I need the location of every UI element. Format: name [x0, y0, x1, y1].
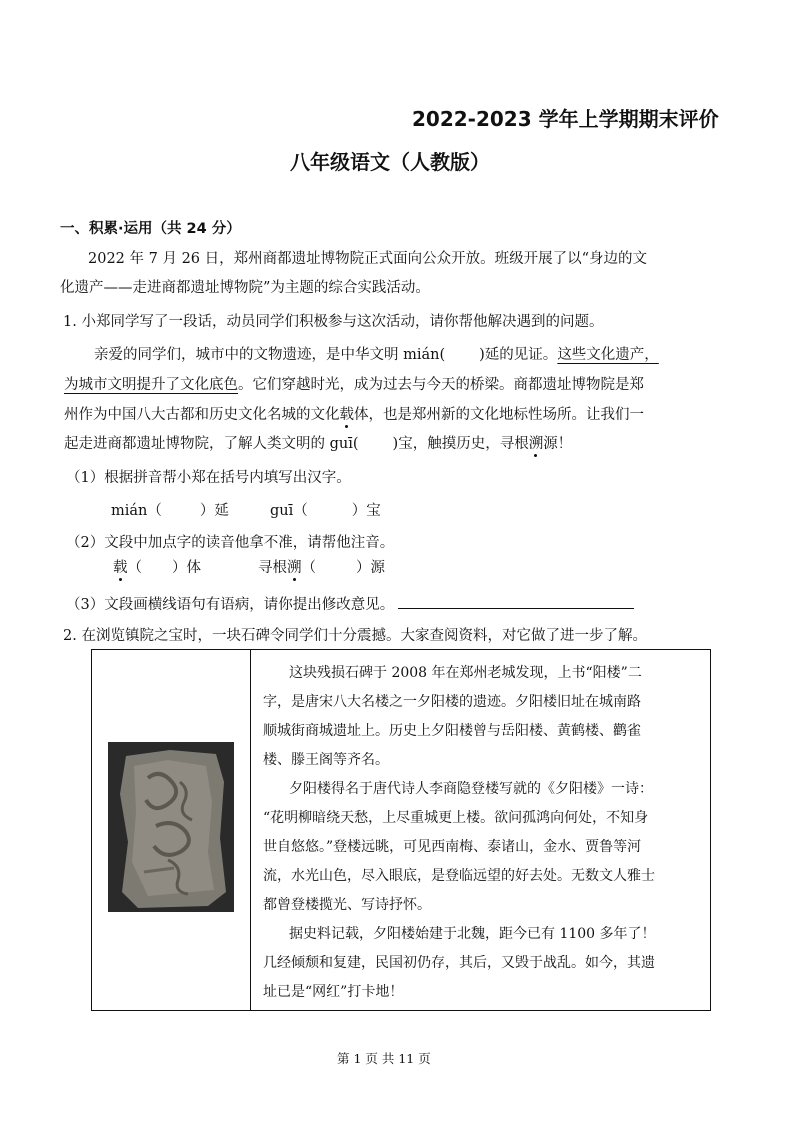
exam-title: 2022-2023 学年上学期期末评价 — [412, 107, 719, 131]
phonetic-zai-blank[interactable]: 载（ ）体 — [113, 560, 201, 576]
box-line-6: “花明柳暗绕天愁，上尽重城更上楼。欲问孤鸿向何处，不知身 — [263, 810, 649, 826]
intro-line-1: 2022 年 7 月 26 日，郑州商都遗址博物院正式面向公众开放。班级开展了以“身边的文 — [88, 251, 648, 267]
box-line-5: 夕阳楼得名于唐代诗人李商隐登楼写就的《夕阳楼》一诗： — [289, 781, 653, 797]
answer-line[interactable] — [398, 594, 634, 609]
box-line-3: 顺城街商城遗址上。历史上夕阳楼曾与岳阳楼、黄鹤楼、鹳雀 — [263, 723, 641, 739]
passage-line-4: 起走进商都遗址博物院，了解人类文明的 guī( )宝，触摸历史，寻根溯源！ — [64, 436, 573, 452]
box-line-2: 字，是唐宋八大名楼之一夕阳楼的遗迹。夕阳楼旧址在城南路 — [263, 694, 641, 710]
sub-question-2: （2）文段中加点字的读音他拿不准，请帮他注音。 — [66, 535, 395, 551]
intro-line-2: 化遗产——走进商都遗址博物院”为主题的综合实践活动。 — [60, 280, 430, 296]
dotted-char-zai: 载 — [339, 407, 354, 423]
page-footer: 第 1 页 共 11 页 — [337, 1051, 431, 1066]
sub-question-1: （1）根据拼音帮小郑在括号内填写出汉字。 — [66, 470, 351, 486]
passage-line-3: 州作为中国八大古都和历史文化名城的文化载体，也是郑州新的文化地标性场所。让我们一 — [64, 407, 644, 423]
question-2-stem: 2. 在浏览镇院之宝时，一块石碑令同学们十分震撼。大家查阅资料，对它做了进一步了解。 — [63, 628, 647, 644]
pinyin-gui-blank[interactable]: guī（ ）宝 — [270, 503, 381, 519]
info-table — [91, 649, 711, 1011]
box-line-7: 世自悠悠。”登楼远眺，可见西南梅、泰诸山，金水、贾鲁等河 — [263, 839, 642, 855]
stone-stele-photo — [108, 742, 234, 912]
sub-question-3: （3）文段画横线语句有语病，请你提出修改意见。 — [66, 593, 634, 614]
box-line-4: 楼、滕王阁等齐名。 — [263, 752, 389, 768]
dotted-char-su: 溯 — [528, 436, 544, 452]
stele-image-cell — [92, 650, 251, 1011]
exam-subtitle: 八年级语文（人教版） — [290, 150, 490, 174]
stele-description-cell — [251, 650, 711, 1011]
passage-line-1: 亲爱的同学们，城市中的文物遗迹，是中华文明 mián( )延的见证。这些文化遗产， — [94, 347, 659, 363]
box-line-8: 流，水光山色，尽入眼底，是登临远望的好去处。无数文人雅士 — [263, 868, 655, 884]
section-heading: 一、积累·运用（共 24 分） — [60, 221, 241, 237]
phonetic-su-blank[interactable]: 寻根溯（ ）源 — [258, 560, 385, 576]
box-line-11: 几经倾颓和复建，民国初仍存，其后，又毁于战乱。如今，其遗 — [263, 955, 655, 971]
pinyin-mian-blank[interactable]: mián（ ）延 — [111, 503, 229, 519]
box-line-10: 据史料记载，夕阳楼始建于北魏，距今已有 1100 多年了！ — [289, 926, 656, 942]
box-line-9: 都曾登楼揽光、写诗抒怀。 — [263, 897, 431, 913]
passage-line-2: 为城市文明提升了文化底色。它们穿越时光，成为过去与今天的桥梁。商都遗址博物院是郑 — [64, 377, 644, 393]
box-line-1: 这块残损石碑于 2008 年在郑州老城发现，上书“阳楼”二 — [289, 665, 642, 681]
box-line-12: 址已是“网红”打卡地！ — [263, 984, 404, 1000]
question-1-stem: 1. 小郑同学写了一段话，动员同学们积极参与这次活动，请你帮他解决遇到的问题。 — [63, 314, 604, 330]
